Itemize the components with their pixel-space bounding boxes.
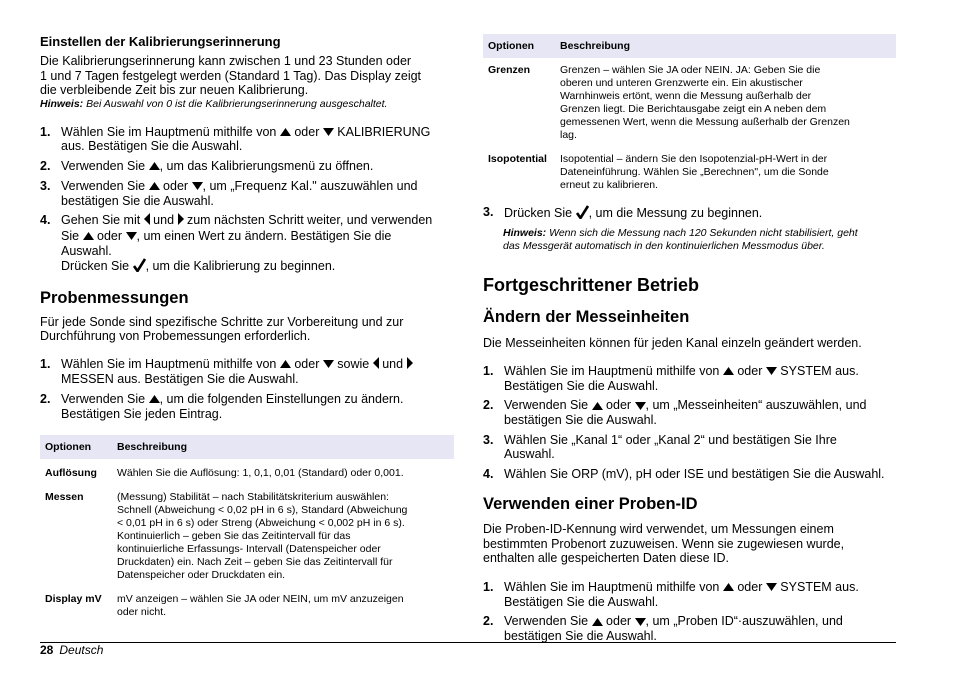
option-name: Auflösung — [45, 467, 97, 480]
step-text: sowie — [333, 356, 373, 371]
arrow-down-icon — [126, 229, 137, 244]
step-text: Wählen Sie ORP (mV), pH oder ISE und bestätigen Sie die Auswahl. — [504, 466, 885, 481]
probe-intro-line2: Durchführung von Probemessungen erforderlich. — [40, 329, 311, 344]
probe-step-2 — [40, 392, 454, 421]
probe-intro-line1: Für jede Sonde sind spezifische Schritte zur Vorbereitung und zur — [40, 314, 404, 329]
units-intro: Die Messeinheiten können für jeden Kanal einzeln geändert werden. — [483, 335, 862, 350]
step-text: , um die Messung zu beginnen. — [588, 206, 763, 221]
units-step-2 — [483, 398, 896, 427]
description-line: Wählen Sie die Auflösung: 1, 0,1, 0,01 (Standard) oder 0,001. — [117, 467, 404, 480]
table-header-row — [483, 34, 896, 58]
option-description — [112, 459, 454, 486]
option-description — [112, 486, 454, 588]
calib-intro-line3: die verbleibende Zeit bis zur neuen Kalibrierung. — [40, 83, 309, 97]
step-text: Verwenden Sie — [61, 391, 149, 406]
checkmark-icon — [133, 258, 146, 276]
sampleid-intro-line1: Die Proben-ID-Kennung wird verwendet, um Messungen einem — [483, 522, 834, 537]
step-text: Wählen Sie im Hauptmenü mithilfe von — [61, 124, 280, 139]
table-row — [483, 148, 896, 198]
arrow-up-icon — [592, 615, 603, 630]
arrow-up-icon — [280, 357, 291, 372]
language-label: Deutsch — [59, 643, 104, 657]
units-steps — [483, 364, 896, 481]
page-footer — [40, 643, 103, 657]
sampleid-step-1 — [483, 580, 896, 609]
calib-steps — [40, 125, 454, 276]
calib-intro-line2: 1 und 7 Tagen festgelegt werden (Standard 1 Tag). Das Display zeigt — [40, 68, 422, 83]
description-line: Datenspeicher oder Druckdaten ein. — [117, 569, 286, 582]
step-number: 1. — [483, 364, 494, 378]
table-row — [40, 486, 454, 588]
step-text: aus. Bestätigen Sie die Auswahl. — [61, 139, 243, 154]
calib-note — [40, 98, 454, 111]
step-number: 2. — [40, 391, 51, 406]
sampleid-step-2 — [483, 614, 896, 643]
option-name: Isopotential — [488, 153, 547, 165]
probe-step-3 — [483, 205, 896, 223]
arrow-down-icon — [323, 357, 334, 372]
step-number: 4. — [483, 466, 494, 481]
step-text: KALIBRIERUNG — [333, 124, 431, 139]
sampleid-intro-line3: enthalten alle gespeicherten Daten diese ID. — [483, 551, 729, 566]
option-description — [555, 58, 896, 148]
calib-step-2 — [40, 159, 454, 174]
option-name: Messen — [45, 491, 84, 504]
description-line: Grenzen liegt. Die Berichtausgabe zeigt ein A neben dem — [560, 103, 827, 115]
step-text: bestätigen Sie die Auswahl. — [504, 629, 657, 644]
probe-steps — [40, 357, 454, 421]
step-text: oder — [290, 356, 323, 371]
probe-options-table — [40, 435, 454, 625]
step-text: , um die folgenden Einstellungen zu ändern. — [159, 391, 404, 406]
step-text: oder — [602, 398, 635, 413]
description-line: lag. — [560, 129, 577, 141]
description-line: erneut zu kalibrieren. — [560, 179, 659, 191]
arrow-up-icon — [723, 364, 734, 379]
table-header-description: Beschreibung — [112, 435, 454, 459]
calib-step-4 — [40, 213, 454, 275]
measure-note — [483, 227, 896, 253]
step-text: Verwenden Sie — [61, 178, 149, 193]
table-row — [483, 58, 896, 148]
description-line: Kontinuierlich – geben Sie das Zeitintervall für das — [117, 530, 351, 543]
step-text: Drücken Sie — [61, 259, 133, 274]
step-text: Bestätigen Sie jeden Eintrag. — [61, 406, 223, 421]
step-number: 2. — [40, 158, 51, 173]
step-text: oder — [93, 228, 126, 243]
arrow-up-icon — [149, 159, 160, 174]
step-text: Wählen Sie im Hauptmenü mithilfe von — [61, 356, 280, 371]
step-text: , um das Kalibrierungsmenü zu öffnen. — [159, 158, 374, 173]
description-line: (Messung) Stabilität – nach Stabilitätskriterium auswählen: — [117, 491, 389, 504]
step-text: Bestätigen Sie die Auswahl. — [504, 594, 659, 609]
step-number: 1. — [40, 124, 51, 139]
step-number: 3. — [483, 205, 494, 219]
option-description — [555, 148, 896, 198]
step-text: SYSTEM aus. — [776, 579, 859, 594]
step-text: Wählen Sie „Kanal 1“ oder „Kanal 2“ und bestätigen Sie Ihre — [504, 432, 837, 447]
calib-heading: Einstellen der Kalibrierungserinnerung — [40, 34, 281, 49]
option-name: Grenzen — [488, 64, 531, 76]
table-row — [40, 459, 454, 486]
table-header-row — [40, 435, 454, 459]
probe-steps-continued — [483, 205, 896, 223]
step-number: 3. — [483, 432, 494, 447]
step-text: , um „Frequenz Kal." auszuwählen und — [202, 178, 418, 193]
sampleid-steps — [483, 580, 896, 644]
calib-step-3 — [40, 179, 454, 208]
step-text: oder — [602, 614, 635, 629]
units-step-3 — [483, 433, 896, 462]
arrow-up-icon — [149, 392, 160, 407]
step-text: Wählen Sie im Hauptmenü mithilfe von — [504, 579, 723, 594]
step-text: MESSEN aus. Bestätigen Sie die Auswahl. — [61, 372, 299, 387]
arrow-down-icon — [192, 179, 203, 194]
arrow-up-icon — [723, 580, 734, 595]
table-header-options: Optionen — [40, 435, 112, 459]
arrow-up-icon — [149, 179, 160, 194]
step-number: 2. — [483, 614, 494, 629]
arrow-down-icon — [766, 580, 777, 595]
note-text: das Messgerät automatisch in den kontinuierlichen Messmodus über. — [503, 239, 825, 252]
step-text: Wählen Sie im Hauptmenü mithilfe von — [504, 364, 723, 378]
table-header-description: Beschreibung — [555, 34, 896, 58]
probe-heading: Probenmessungen — [40, 288, 189, 307]
step-text: Sie — [61, 228, 83, 243]
step-number: 2. — [483, 398, 494, 413]
step-number: 4. — [40, 213, 51, 228]
description-line: mV anzeigen – wählen Sie JA oder NEIN, um mV anzuzeigen — [117, 593, 404, 606]
description-line: Warnhinweis ertönt, wenn die Messung außerhalb der — [560, 90, 812, 102]
right-column — [483, 34, 896, 644]
step-text: Gehen Sie mit — [61, 213, 144, 228]
checkmark-icon — [576, 205, 589, 223]
option-description — [112, 588, 454, 625]
description-line: Druckdaten) ein. Nach Zeit – geben Sie das Zeitintervall für — [117, 556, 393, 569]
arrow-up-icon — [592, 399, 603, 414]
step-text: , um die Kalibrierung zu beginnen. — [145, 259, 336, 274]
description-line: kontinuierliche Erfassungs- Intervall (Datenspeicher oder — [117, 543, 381, 556]
description-line: < 0,01 pH in 6 s) oder Streng (Abweichung < 0,002 pH in 6 s). — [117, 517, 405, 530]
step-text: , um „Messeinheiten“ auszuwählen, und — [645, 398, 867, 413]
step-text: , um einen Wert zu ändern. Bestätigen Sie die — [136, 228, 392, 243]
table-header-options: Optionen — [483, 34, 555, 58]
note-label: Hinweis: — [503, 226, 547, 239]
step-text: bestätigen Sie die Auswahl. — [61, 193, 214, 208]
step-text: Verwenden Sie — [61, 158, 149, 173]
footer-divider — [40, 642, 896, 643]
page-number: 28 — [40, 643, 54, 657]
description-line: Isopotential – ändern Sie den Isopotenzial-pH-Wert in der — [560, 153, 828, 165]
step-text: Verwenden Sie — [504, 398, 592, 413]
step-text: , um „Proben ID“·auszuwählen, und — [645, 614, 843, 629]
left-column — [40, 34, 454, 625]
calib-step-1 — [40, 125, 454, 154]
step-text: Verwenden Sie — [504, 614, 592, 629]
units-step-1 — [483, 364, 896, 393]
advanced-heading: Fortgeschrittener Betrieb — [483, 274, 700, 295]
step-text: zum nächsten Schritt weiter, und verwenden — [183, 213, 433, 228]
description-line: oder nicht. — [117, 606, 167, 619]
units-heading: Ändern der Messeinheiten — [483, 307, 690, 326]
step-text: oder — [733, 579, 766, 594]
step-text: oder — [733, 364, 766, 378]
arrow-up-icon — [280, 125, 291, 140]
probe-options-table-continued — [483, 34, 896, 198]
probe-step-1 — [40, 357, 454, 387]
arrow-right-icon — [407, 357, 413, 373]
step-text: Bestätigen Sie die Auswahl. — [504, 378, 659, 393]
step-number: 1. — [40, 356, 51, 371]
arrow-down-icon — [635, 399, 646, 414]
description-line: Grenzen – wählen Sie JA oder NEIN. JA: Geben Sie die — [560, 64, 821, 76]
step-text: Auswahl. — [61, 243, 112, 258]
arrow-down-icon — [635, 615, 646, 630]
arrow-down-icon — [766, 364, 777, 379]
description-line: Dateneinführung. Wählen Sie „Berechnen", um die Sonde — [560, 166, 829, 178]
step-text: und — [149, 213, 178, 228]
arrow-up-icon — [83, 229, 94, 244]
note-text: Bei Auswahl von 0 ist die Kalibrierungserinnerung ausgeschaltet. — [83, 97, 388, 110]
table-row — [40, 588, 454, 625]
units-step-4 — [483, 467, 896, 482]
step-text: bestätigen Sie die Auswahl. — [504, 413, 657, 428]
step-text: oder — [290, 124, 323, 139]
step-number: 3. — [40, 178, 51, 193]
sampleid-heading: Verwenden einer Proben-ID — [483, 495, 698, 514]
calib-intro-line1: Die Kalibrierungserinnerung kann zwischen 1 und 23 Stunden oder — [40, 54, 412, 68]
step-number: 1. — [483, 579, 494, 594]
step-text: und — [378, 356, 407, 371]
step-text: Auswahl. — [504, 447, 555, 462]
step-text: SYSTEM aus. — [776, 364, 859, 378]
sampleid-intro-line2: bestimmten Probenort zuzuweisen. Wenn sie zugewiesen wurde, — [483, 536, 845, 551]
description-line: Schnell (Abweichung < 0,02 pH in 6 s), Standard (Abweichung — [117, 504, 408, 517]
option-name: Display mV — [45, 593, 102, 606]
note-text: Wenn sich die Messung nach 120 Sekunden nicht stabilisiert, geht — [546, 226, 858, 239]
description-line: gemessenen Wert, wenn die Messung außerhalb der Grenzen — [560, 116, 850, 128]
note-label: Hinweis: — [40, 97, 84, 110]
step-text: oder — [159, 178, 192, 193]
arrow-down-icon — [323, 125, 334, 140]
description-line: oberen und unteren Grenzwerte ein. Ein akustischer — [560, 77, 803, 89]
step-text: Drücken Sie — [504, 206, 576, 221]
